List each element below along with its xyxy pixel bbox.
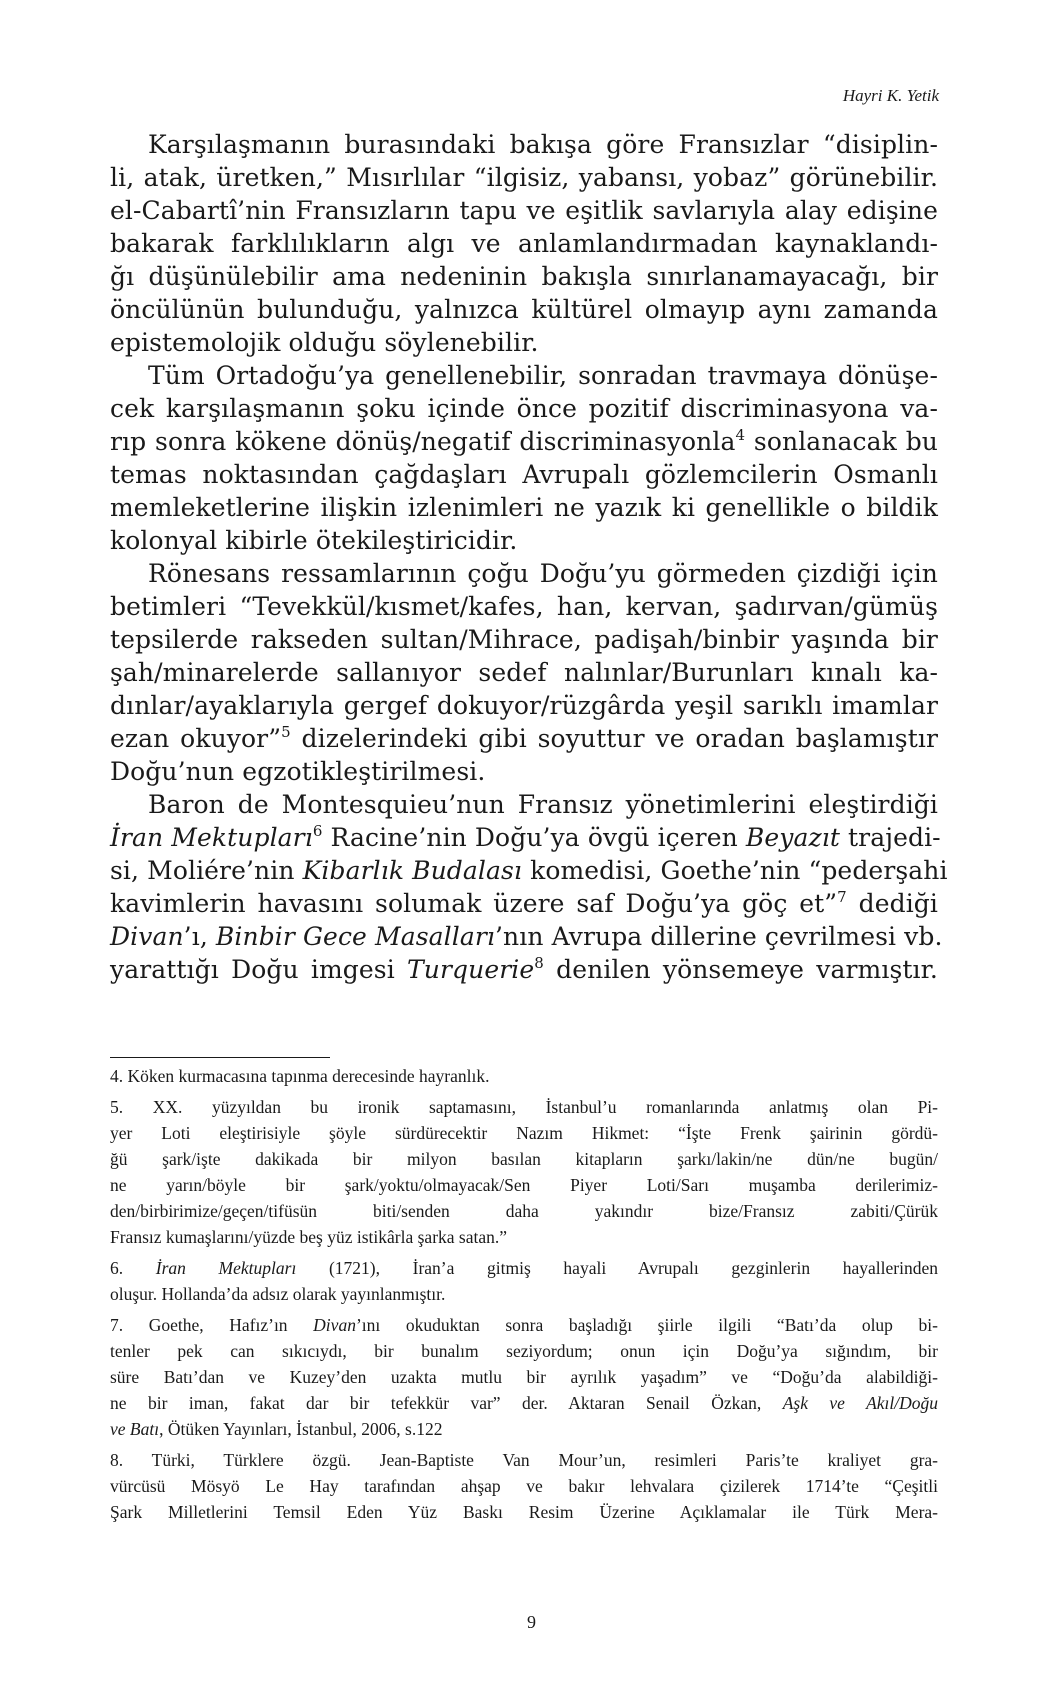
paragraph [110, 788, 948, 986]
footnote-ref[interactable]: 4 [735, 426, 746, 444]
text-run: dizelerindeki gibi soyuttur ve oradan başlamıştır [290, 724, 939, 753]
footnote-line: vürcüsü Mösyö Le Hay tarafından ahşap ve bakır lehvalara çizilerek 1714’te “Çeşitli [110, 1476, 938, 1496]
text-line [110, 953, 938, 986]
footnote-4 [110, 1063, 938, 1089]
book-title: İran Mektupları [110, 823, 313, 852]
book-title: Kibarlık Budalası [302, 856, 523, 885]
footnote-line: 5. XX. yüzyıldan bu ironik saptamasını, İstanbul’u romanlarında anlatmış olan Pi- [110, 1097, 938, 1117]
running-head: Hayri K. Yetik [842, 86, 939, 105]
footnote-ref[interactable]: 7 [837, 888, 847, 906]
footnote-ref[interactable]: 8 [534, 954, 544, 972]
footnote-line [110, 1416, 938, 1442]
footnote-line: 8. Türki, Türklere özgü. Jean-Baptiste Van Mour’un, resimleri Paris’te kraliyet gra- [110, 1450, 938, 1470]
text-line [110, 821, 941, 854]
page-number: 9 [527, 1612, 536, 1632]
text-line: kolonyal kibirle ötekileştiricidir. [110, 526, 518, 555]
book-title: ve Batı [110, 1419, 160, 1439]
footnote-line [110, 1255, 938, 1281]
text-run: Racine’nin Doğu’ya övgü içeren [322, 823, 746, 852]
text-run: ezan okuyor” [110, 724, 282, 753]
text-line: Karşılaşmanın burasındaki bakışa göre Fransızlar “disiplin- [148, 130, 938, 159]
footnote-line [110, 1390, 938, 1416]
text-run: si, Moliére’nin [110, 856, 303, 885]
paragraph [110, 128, 938, 359]
text-run: ne bir iman, fakat dar bir tefekkür var” der. Aktaran Senail Özkan, [110, 1393, 783, 1413]
footnote-line: ğü şark/işte dakikada bir milyon basılan kitapların şarkı/lakin/ne dün/ne bugün/ [110, 1149, 938, 1169]
text-line: temas noktasından çağdaşları Avrupalı gözlemcilerin Osmanlı [110, 460, 938, 489]
text-line [110, 854, 948, 887]
footnote-line: yer Loti eleştirisiyle şöyle sürdürecektir Nazım Hikmet: “İşte Frenk şairinin gördü- [110, 1123, 938, 1143]
paragraph [110, 557, 938, 788]
text-run: ’ını okuduktan sonra başladığı şiirle ilgili “Batı’da olup bi- [355, 1315, 938, 1335]
body-text [110, 128, 948, 986]
text-run: 7. Goethe, Hafız’ın [110, 1315, 314, 1335]
book-title: Turquerie [407, 955, 535, 984]
text-run: ’ı, [183, 922, 216, 951]
footnote-line: oluşur. Hollanda’da adsız olarak yayınlanmıştır. [110, 1284, 446, 1304]
text-run: komedisi, Goethe’nin “pederşahi [522, 856, 948, 885]
text-run: trajedi- [839, 823, 941, 852]
text-line: ğı düşünülebilir ama nedeninin bakışla sınırlanamayacağı, bir [110, 262, 938, 291]
text-line: dınlar/ayaklarıyla gergef dokuyor/rüzgârda yeşil sarıklı imamlar [110, 691, 938, 720]
footnote-line: süre Batı’dan ve Kuzey’den uzakta mutlu bir ayrılık yaşadım” ve “Doğu’da alabildiği- [110, 1367, 938, 1387]
text-run: dediği [846, 889, 938, 918]
footnote-5 [110, 1094, 938, 1250]
footnote-line: den/birbirimize/geçen/tifüsün biti/senden daha yakındır bize/Fransız zabiti/Çürük [110, 1201, 938, 1221]
text-line: memleketlerine ilişkin izlenimleri ne yazık ki genellikle o bildik [110, 493, 938, 522]
text-run: rıp sonra kökene dönüş/negatif discriminasyonla [110, 427, 736, 456]
text-line: Doğu’nun egzotikleştirilmesi. [110, 757, 486, 786]
text-line: cek karşılaşmanın şoku içinde önce pozitif discriminasyona va- [110, 394, 938, 423]
footnote-ref[interactable]: 5 [281, 723, 291, 741]
text-line: öncülünün bulunduğu, yalnızca kültürel olmayıp aynı zamanda [110, 295, 938, 324]
footnote-line: tenler pek can sıkıcıydı, bir bunalım seziyordum; onun için Doğu’ya sığındım, bir [110, 1341, 938, 1361]
text-run: sonlanacak bu [745, 427, 938, 456]
text-line [110, 722, 938, 755]
text-line: Rönesans ressamlarının çoğu Doğu’yu görmeden çizdiği için [148, 559, 938, 588]
footnote-7 [110, 1312, 938, 1442]
footnote-divider [110, 1057, 330, 1058]
book-title: Aşk ve Akıl/Doğu [782, 1393, 938, 1413]
text-run: ’nın Avrupa dillerine çevrilmesi vb. [494, 922, 943, 951]
text-line: li, atak, üretken,” Mısırlılar “ilgisiz, yabansı, yobaz” görünebilir. [110, 163, 938, 192]
text-line: şah/minarelerde sallanıyor sedef nalınlar/Burunları kınalı ka- [110, 658, 938, 687]
footnotes [110, 1063, 938, 1525]
text-line: tepsilerde rakseden sultan/Mihrace, padişah/binbir yaşında bir [110, 625, 938, 654]
footnote-line: ne yarın/böyle bir şark/yoktu/olmayacak/Sen Piyer Loti/Sarı muşamba derilerimiz- [110, 1175, 938, 1195]
text-run: kavimlerin havasını solumak üzere saf Doğu’ya göç et” [110, 889, 838, 918]
text-run: (1721), İran’a gitmiş hayali Avrupalı gezginlerin hayallerinden [296, 1258, 938, 1278]
footnote-line: Fransız kumaşlarını/yüzde beş yüz istikârla şarka satan.” [110, 1227, 508, 1247]
text-line: Tüm Ortadoğu’ya genellenebilir, sonradan travmaya dönüşe- [148, 361, 938, 390]
text-run: yarattığı Doğu imgesi [110, 955, 408, 984]
book-title: Divan [110, 922, 184, 951]
text-run: denilen yönsemeye varmıştır. [543, 955, 938, 984]
text-line [110, 920, 943, 953]
book-title: İran Mektupları [155, 1258, 297, 1278]
footnote-8 [110, 1447, 938, 1525]
text-run: 6. [110, 1258, 156, 1278]
text-line [110, 887, 938, 920]
book-title: Beyazıt [745, 823, 840, 852]
text-line: betimleri “Tevekkül/kısmet/kafes, han, kervan, şadırvan/gümüş [110, 592, 938, 621]
text-line: Baron de Montesquieu’nun Fransız yönetimlerini eleştirdiği [148, 790, 938, 819]
text-run: , Ötüken Yayınları, İstanbul, 2006, s.122 [159, 1419, 443, 1439]
footnote-line [110, 1312, 938, 1338]
text-line [110, 425, 938, 458]
text-line: epistemolojik olduğu söylenebilir. [110, 328, 539, 357]
footnote-ref[interactable]: 6 [312, 822, 323, 840]
footnote-line: Şark Milletlerini Temsil Eden Yüz Baskı Resim Üzerine Açıklamalar ile Türk Mera- [110, 1502, 938, 1522]
footnote-line: 4. Köken kurmacasına tapınma derecesinde hayranlık. [110, 1066, 490, 1086]
book-title: Divan [313, 1315, 356, 1335]
footnote-6 [110, 1255, 938, 1307]
book-title: Binbir Gece Masalları [215, 922, 495, 951]
text-line: bakarak farklılıkların algı ve anlamlandırmadan kaynaklandı- [110, 229, 938, 258]
paragraph [110, 359, 938, 557]
text-line: el-Cabartî’nin Fransızların tapu ve eşitlik savlarıyla alay edişine [110, 196, 938, 225]
